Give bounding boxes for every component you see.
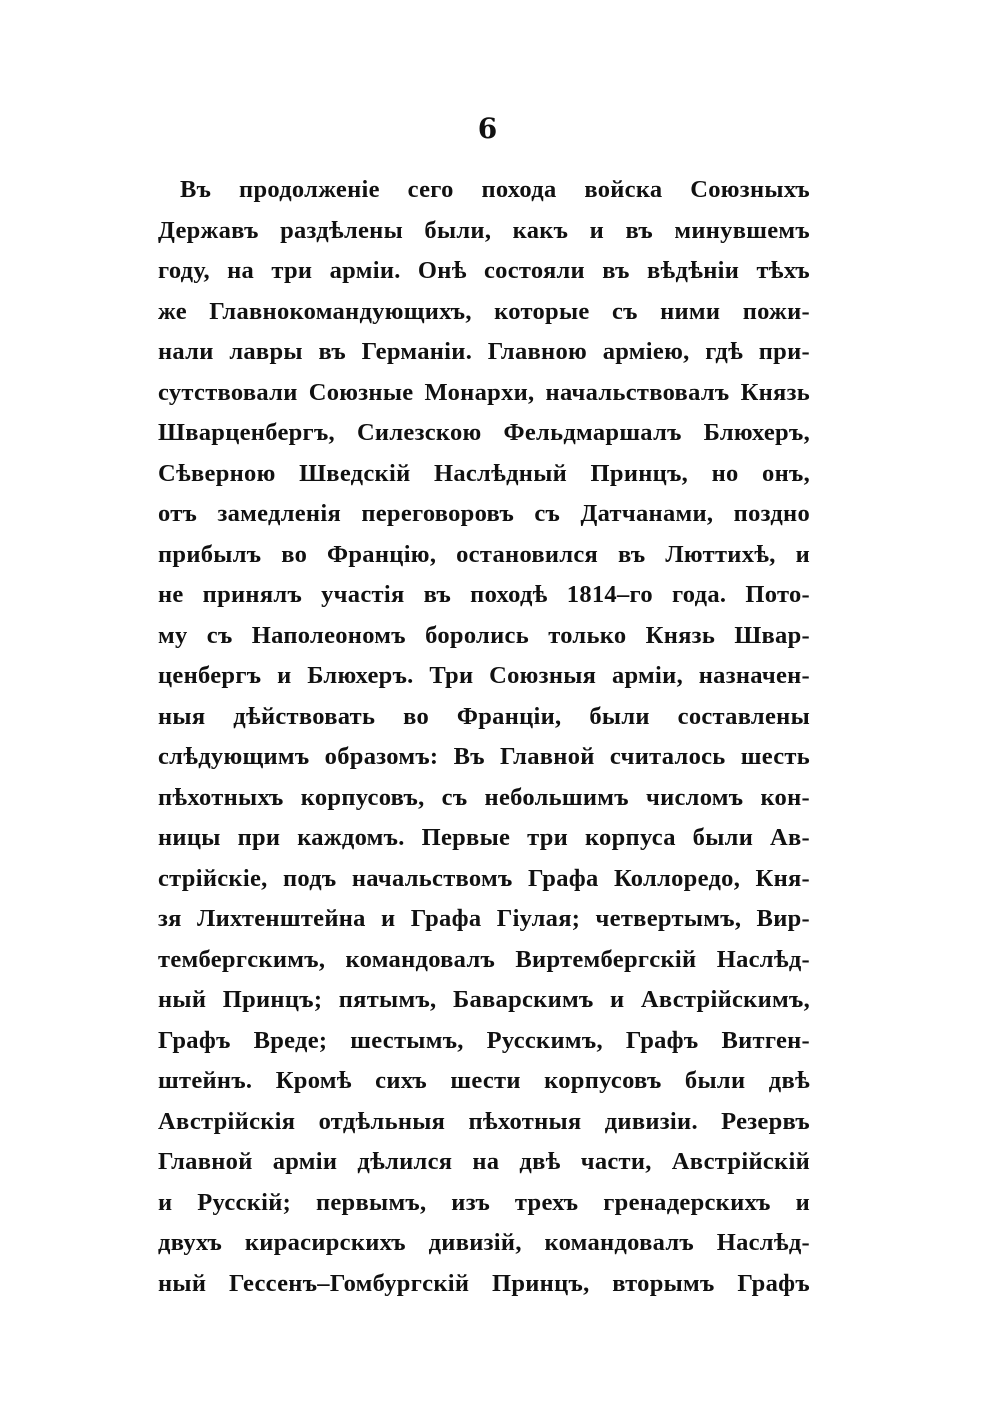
text-line: му съ Наполеономъ боролись только Князь Швар- xyxy=(158,621,810,649)
page-number: 6 xyxy=(477,112,498,145)
text-line: штейнъ. Кромѣ сихъ шести корпусовъ были двѣ xyxy=(158,1067,810,1094)
text-line: Австрійскія отдѣльныя пѣхотныя дивизіи. Резервъ xyxy=(158,1107,810,1135)
text-line: ницы при каждомъ. Первые три корпуса были Ав- xyxy=(158,824,810,851)
body-paragraph xyxy=(158,170,810,1304)
text-line: Сѣверною Шведскій Наслѣдный Принцъ, но онъ, xyxy=(158,459,810,487)
text-line: ценбергъ и Блюхеръ. Три Союзныя арміи, назначен- xyxy=(158,662,810,689)
text-line: слѣдующимъ образомъ: Въ Главной считалось шесть xyxy=(158,743,810,770)
text-line: году, на три арміи. Онѣ состояли въ вѣдѣніи тѣхъ xyxy=(158,257,810,284)
text-line: зя Лихтенштейна и Графа Гіулая; четвертымъ, Вир- xyxy=(158,905,810,932)
text-line: же Главнокомандующихъ, которые съ ними пожи- xyxy=(158,297,810,325)
text-line: Въ продолженіе сего похода войска Союзныхъ xyxy=(180,176,810,203)
text-line: Главной арміи дѣлился на двѣ части, Австрійскій xyxy=(158,1148,810,1175)
text-line: пѣхотныхъ корпусовъ, съ небольшимъ числомъ кон- xyxy=(158,783,810,811)
text-line: Державъ раздѣлены были, какъ и въ минувшемъ xyxy=(158,216,810,244)
text-line: тембергскимъ, командовалъ Виртембергскій Наслѣд- xyxy=(158,945,810,973)
text-line: прибылъ во Францію, остановился въ Люттихѣ, и xyxy=(158,540,810,568)
text-line: отъ замедленія переговоровъ съ Датчанами, поздно xyxy=(158,500,810,527)
text-line: нали лавры въ Германіи. Главною арміею, гдѣ при- xyxy=(158,338,810,365)
text-line: двухъ кирасирскихъ дивизій, командовалъ Наслѣд- xyxy=(158,1229,810,1256)
text-line: и Русскій; первымъ, изъ трехъ гренадерскихъ и xyxy=(158,1188,810,1216)
text-line: ный Гессенъ–Гомбургскій Принцъ, вторымъ Графъ xyxy=(158,1269,810,1297)
text-line: стрійскіе, подъ начальствомъ Графа Коллоредо, Кня- xyxy=(158,864,810,892)
text-line: ный Принцъ; пятымъ, Баварскимъ и Австрійскимъ, xyxy=(158,986,810,1013)
text-line: сутствовали Союзные Монархи, начальствовалъ Князь xyxy=(158,378,810,406)
text-line: Графъ Вреде; шестымъ, Русскимъ, Графъ Витген- xyxy=(158,1026,810,1054)
text-line: не принялъ участія въ походѣ 1814–го года. Пото- xyxy=(158,581,810,608)
text-line: ныя дѣйствовать во Франціи, были составлены xyxy=(158,702,810,730)
text-line: Шварценбергъ, Силезскою Фельдмаршалъ Блюхеръ, xyxy=(158,419,810,446)
